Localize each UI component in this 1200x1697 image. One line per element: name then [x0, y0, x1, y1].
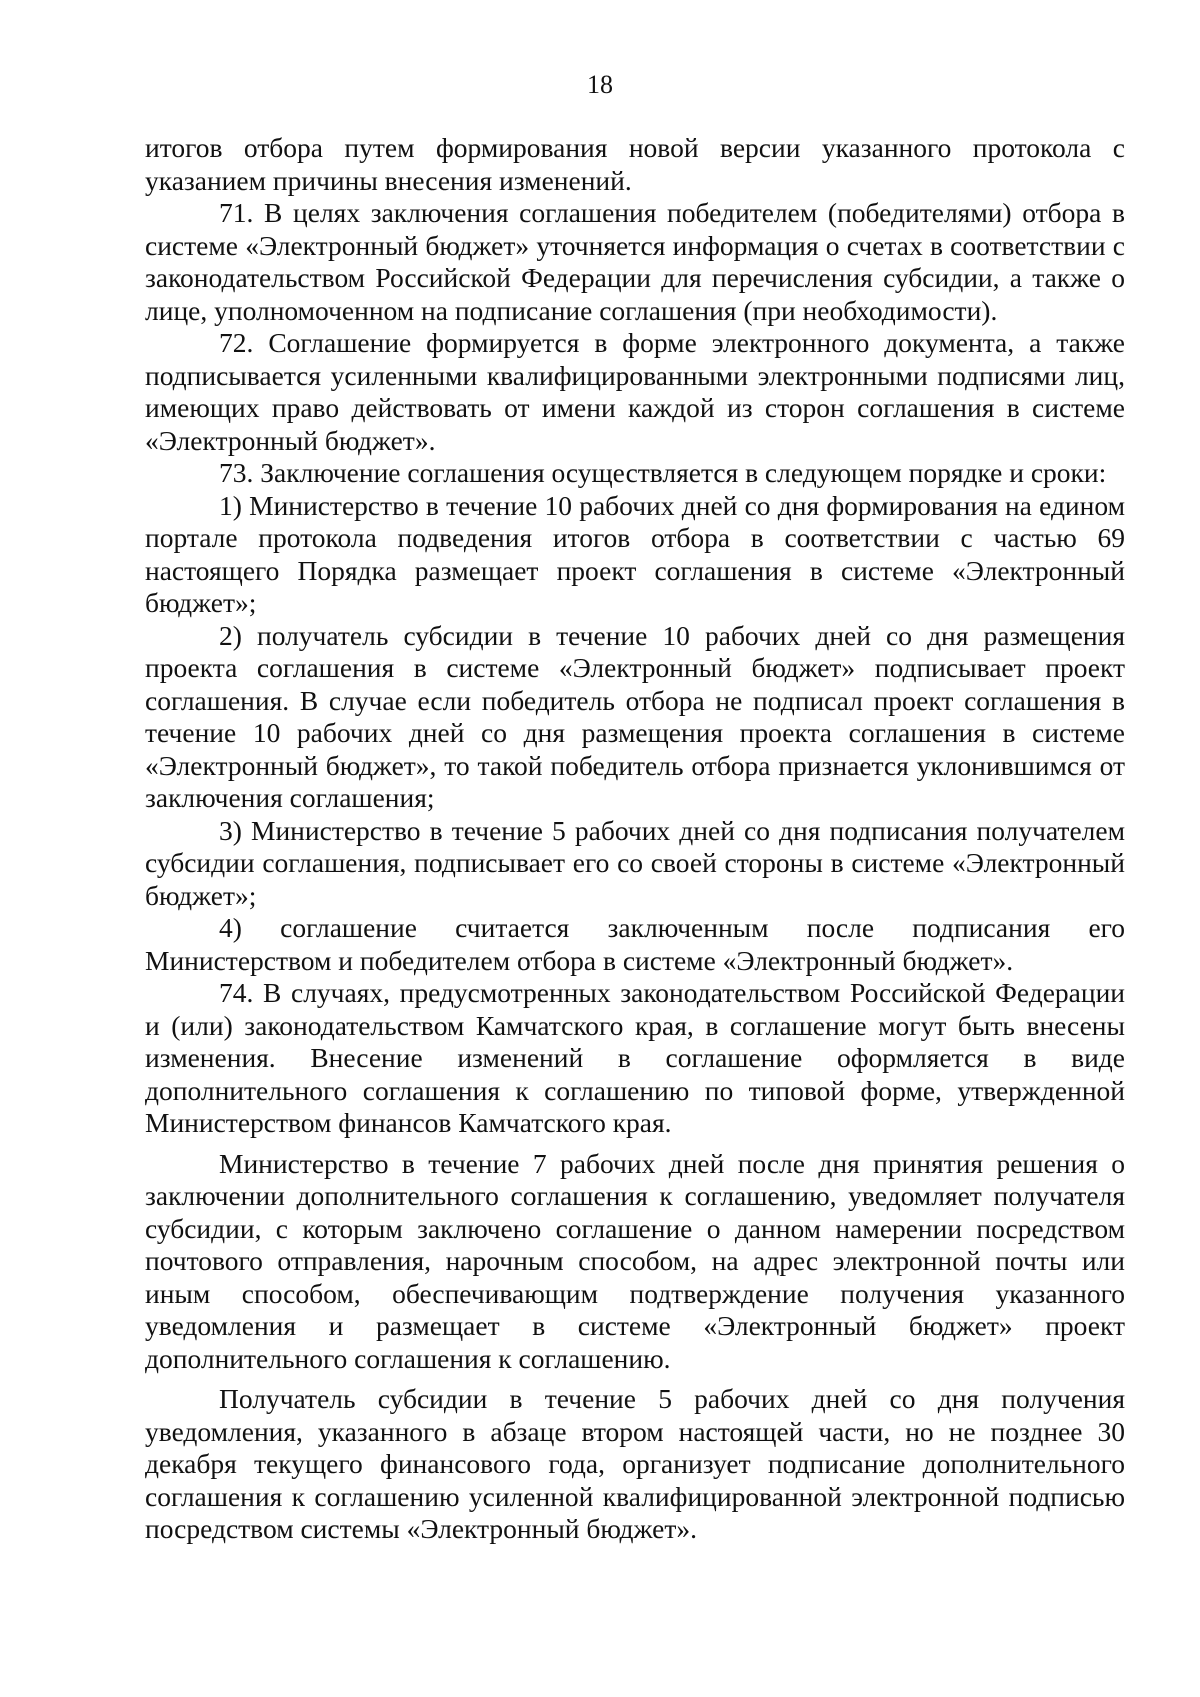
paragraph-72: 72. Соглашение формируется в форме электронного документа, а также подписывается усиленными квалифицированными электронными подписями лиц, имеющих право действовать от имени каждой из сторон соглашения в системе «Электронный бюджет».	[145, 327, 1125, 456]
paragraph-74-signing: Получатель субсидии в течение 5 рабочих дней со дня получения уведомления, указанного в абзаце втором настоящей части, но не позднее 30 декабря текущего финансового года, организует подписание дополнительного соглашения к соглашению усиленной квалифицированной электронной подписью посредством системы «Электронный бюджет».	[145, 1383, 1125, 1544]
paragraph-73-item-1: 1) Министерство в течение 10 рабочих дней со дня формирования на едином портале протокола подведения итогов отбора в соответствии с частью 69 настоящего Порядка размещает проект соглашения в системе «Электронный бюджет»;	[145, 489, 1125, 618]
paragraph-73: 73. Заключение соглашения осуществляется в следующем порядке и сроки:	[219, 457, 1107, 488]
paragraph-74-notification: Министерство в течение 7 рабочих дней после дня принятия решения о заключении дополнительного соглашения к соглашению, уведомляет получателя субсидии, с которым заключено соглашение о данном намерении посредством почтового отправления, нарочным способом, на адрес электронной почты или иным способом, обеспечивающим подтверждение получения указанного уведомления и размещает в системе «Электронный бюджет» проект дополнительного соглашения к соглашению.	[145, 1147, 1125, 1374]
paragraph-74: 74. В случаях, предусмотренных законодательством Российской Федерации и (или) законодательством Камчатского края, в соглашение могут быть внесены изменения. Внесение изменений в соглашение оформляется в виде дополнительного соглашения к соглашению по типовой форме, утвержденной Министерством финансов Камчатского края.	[145, 977, 1125, 1138]
paragraph-73-item-3: 3) Министерство в течение 5 рабочих дней со дня подписания получателем субсидии соглашения, подписывает его со своей стороны в системе «Электронный бюджет»;	[145, 814, 1125, 911]
paragraph-71: 71. В целях заключения соглашения победителем (победителями) отбора в системе «Электронный бюджет» уточняется информация о счетах в соответствии с законодательством Российской Федерации для перечисления субсидии, а также о лице, уполномоченном на подписание соглашения (при необходимости).	[145, 197, 1125, 326]
paragraph-73-item-4: 4) соглашение считается заключенным после подписания его Министерством и победителем отбора в системе «Электронный бюджет».	[145, 912, 1125, 976]
paragraph-73-item-2: 2) получатель субсидии в течение 10 рабочих дней со дня размещения проекта соглашения в системе «Электронный бюджет» подписывает проект соглашения. В случае если победитель отбора не подписал проект соглашения в течение 10 рабочих дней со дня размещения проекта соглашения в системе «Электронный бюджет», то такой победитель отбора признается уклонившимся от заключения соглашения;	[145, 619, 1125, 813]
page-number: 18	[587, 70, 613, 99]
document-body	[145, 132, 1125, 1546]
paragraph-continuation: итогов отбора путем формирования новой версии указанного протокола с указанием причины внесения изменений.	[145, 132, 1125, 196]
